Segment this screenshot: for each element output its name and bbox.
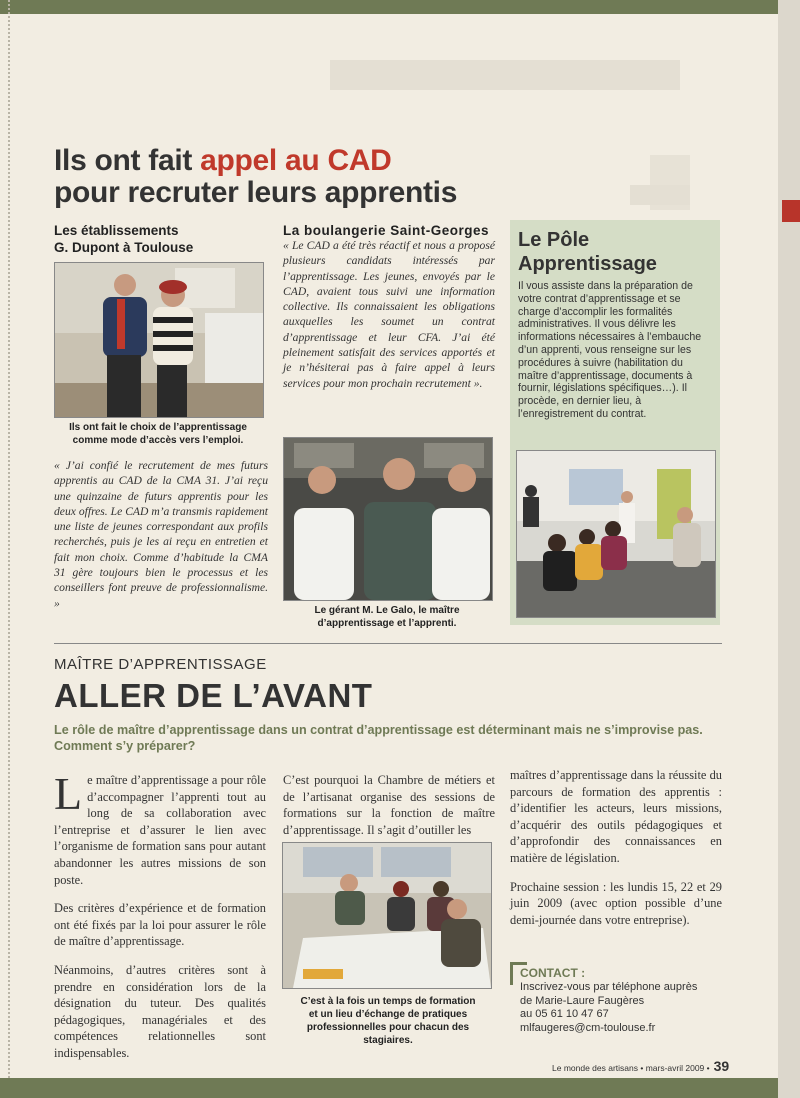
- col2-paragraph1: C’est pourquoi la Chambre de métiers et de l’artisanat organise des sessions de formations sur la fonction de maître d’apprentissage. Il s’agit d’outiller les: [283, 773, 495, 837]
- left-subtitle-line1: Les établissements: [54, 223, 179, 238]
- bottom-color-band: [0, 1078, 778, 1098]
- col1-paragraph2: Des critères d’expérience et de formation ont été fixés par la loi pour assurer le rôle de maître d’apprentissage.: [54, 901, 266, 949]
- left-subtitle-line2: G. Dupont à Toulouse: [54, 240, 194, 255]
- contact-line1: Inscrivez-vous par téléphone auprès: [520, 981, 698, 993]
- photo-formation-caption-line3: professionnelles pour chacun des stagiaires.: [306, 1022, 470, 1046]
- photo-dupont-caption-line1: Ils ont fait le choix de l’apprentissage: [69, 422, 247, 433]
- photo-dupont-image: [55, 263, 263, 417]
- section-title: ALLER DE L’AVANT: [54, 677, 373, 714]
- col3-paragraph1: maîtres d’apprentissage dans la réussite du parcours de formation des apprentis : d’identifier les acteurs, leurs missions, d’acquérir des outils pédagogiques et d’approfondir des connaissances en matière de législation.: [510, 768, 722, 865]
- photo-formation-caption-line2: et un lieu d’échange de pratiques: [308, 1009, 468, 1020]
- next-page-red-mark: [782, 200, 800, 222]
- col3-paragraph2: Prochaine session : les lundis 15, 22 et 29 juin 2009 (avec option possible d’une demi-journée dans votre entreprise).: [510, 879, 722, 927]
- pole-title-line1: Le Pôle: [518, 229, 590, 251]
- photo-pole: [516, 450, 716, 618]
- photo-boulangerie-caption: [283, 604, 491, 630]
- contact-line2: de Marie-Laure Faugères: [520, 994, 645, 1007]
- photo-pole-image: [517, 451, 715, 617]
- article-title: [54, 145, 514, 209]
- page-footer: [552, 1058, 729, 1076]
- contact-label: CONTACT :: [520, 966, 586, 980]
- pole-title: [518, 228, 657, 276]
- column2: [283, 772, 495, 850]
- photo-formation-image: [283, 843, 491, 988]
- title-highlight: appel au CAD: [200, 144, 392, 177]
- photo-formation-caption: [282, 995, 494, 1047]
- binding-edge: [8, 0, 12, 1078]
- section-divider: [54, 643, 722, 644]
- photo-boulangerie: [283, 437, 493, 601]
- pole-text: Il vous assiste dans la préparation de votre contrat d’apprentissage et se charge d’accomplir les formalités administratives. Il vous délivre les informations nécessaires à l’embauche d’un apprenti, vous renseigne sur les procédures à suivre (habilitation du maître d’apprentissage, documents à fournir, législations spécifiques…). Il procède, en dernier lieu, à l’enregistrement du contrat.: [518, 280, 702, 420]
- photo-boulangerie-caption-line2: d’apprentissage et l’apprenti.: [317, 618, 457, 629]
- middle-subtitle: La boulangerie Saint-Georges: [283, 223, 490, 238]
- title-part1: Ils ont fait: [54, 144, 201, 177]
- col1-paragraph1: e maître d’apprentissage a pour rôle d’accompagner l’apprenti tout au long de sa collaboration avec l’entreprise et d’assurer le lien avec l’organisme de formation sans pour autant abandonner les autres missions de son poste.: [54, 773, 266, 887]
- boulangerie-quote: « Le CAD a été très réactif et nous a proposé plusieurs candidats intéressés par l’apprentissage. Les jeunes, envoyés par le CAD, avaient tous suivi une information collective. Ils connaissaient les obligations auxquelles les soumet un contrat d’apprentissage et leur CFA. J’ai été pleinement satisfait des services apportés et je n’hésiterai pas à faire appel à leurs services pour mon prochain recrutement ».: [283, 239, 495, 390]
- next-page-edge: [778, 0, 800, 1098]
- title-line2: pour recruter leurs apprentis: [54, 176, 458, 209]
- photo-boulangerie-image: [284, 438, 492, 600]
- contact-phone: au 05 61 10 47 67: [520, 1008, 609, 1020]
- photo-formation: [282, 842, 492, 989]
- contact-email[interactable]: mlfaugeres@cm-toulouse.fr: [520, 1021, 656, 1034]
- pole-apprentissage-box: [510, 220, 720, 625]
- photo-formation-caption-line1: C’est à la fois un temps de formation: [300, 996, 476, 1007]
- page-number: 39: [713, 1058, 730, 1074]
- dupont-quote: « J’ai confié le recrutement de mes futurs apprentis au CAD de la CMA 31. J’ai reçu une quinzaine de futurs apprentis pour les deux offres. Le CAD m’a transmis rapidement une liste de jeunes correspondant aux profils recherchés, puis je les ai reçu en entretien et fait mon choix. Comme d’habitude la CMA 31 gère toujours bien le processus et les conseillers font preuve de professionnalisme. »: [54, 459, 268, 610]
- photo-dupont-caption-line2: comme mode d’accès vers l’emploi.: [72, 435, 244, 446]
- col1-paragraph3: Néanmoins, d’autres critères sont à prendre en considération lors de la désignation du tuteur. Des qualités pédagogiques, managériales et des compétences relationnelles sont indispensables.: [54, 962, 266, 1060]
- photo-dupont: [54, 262, 264, 418]
- photo-dupont-caption: [54, 421, 262, 447]
- top-color-band: [0, 0, 778, 14]
- section-intro: Le rôle de maître d’apprentissage dans un contrat d’apprentissage est déterminant mais ne s’improvise pas. Comment s’y préparer?: [54, 723, 703, 753]
- left-subtitle: [54, 222, 274, 256]
- contact-block: [520, 981, 730, 1035]
- column3: [510, 767, 722, 940]
- column1: [54, 768, 266, 1074]
- dropcap-letter: L: [54, 768, 83, 819]
- photo-boulangerie-caption-line1: Le gérant M. Le Galo, le maître: [314, 605, 460, 616]
- footer-magazine: Le monde des artisans • mars-avril 2009 •: [552, 1063, 710, 1073]
- pole-title-line2: Apprentissage: [518, 253, 657, 275]
- section-kicker: MAÎTRE D’APPRENTISSAGE: [54, 656, 267, 673]
